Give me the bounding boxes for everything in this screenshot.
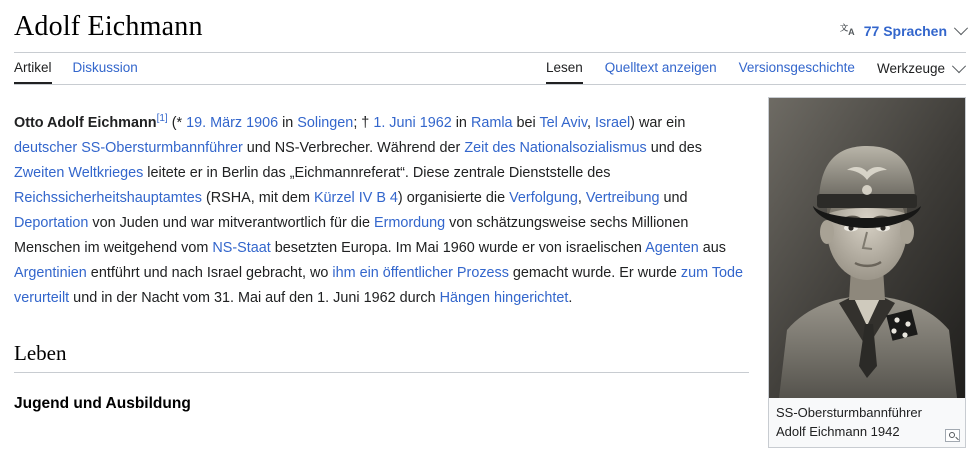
link-death-date[interactable]: 1. Juni 1962 bbox=[373, 115, 452, 132]
lead-text: ) organisierte die bbox=[397, 190, 510, 207]
link-haengen-hingerichtet[interactable]: Hängen hingerichtet bbox=[439, 290, 569, 307]
tab-quelltext-anzeigen[interactable]: Quelltext anzeigen bbox=[604, 60, 717, 75]
link-zweiter-weltkrieg[interactable]: Zweiten Weltkrieges bbox=[14, 165, 144, 182]
link-ss-rank[interactable]: deutscher SS-Obersturmbannführer bbox=[14, 140, 243, 157]
subsection-heading-jugend-und-ausbildung: Jugend und Ausbildung bbox=[14, 395, 191, 413]
magnify-icon[interactable] bbox=[945, 429, 960, 442]
tab-diskussion[interactable]: Diskussion bbox=[72, 60, 138, 75]
page-header bbox=[14, 0, 966, 44]
language-icon bbox=[840, 22, 858, 40]
language-selector-button[interactable] bbox=[840, 22, 966, 40]
link-birth-date[interactable]: 19. März 1906 bbox=[186, 115, 279, 132]
lead-text: gemacht wurde. Er wurde bbox=[508, 265, 681, 282]
svg-text:文: 文 bbox=[839, 23, 848, 33]
link-birth-place[interactable]: Solingen bbox=[297, 115, 354, 132]
tab-group-views bbox=[546, 53, 966, 84]
infobox-caption-line-1: SS-Obersturmbannführer bbox=[776, 405, 922, 420]
section-heading-leben: Leben bbox=[14, 341, 749, 373]
lead-text: und in der Nacht vom 31. Mai auf den 1. Juni 1962 durch bbox=[69, 290, 440, 307]
lead-text: besetzten Europa. Im Mai 1960 wurde er von israelischen bbox=[270, 240, 646, 257]
article-content bbox=[14, 85, 966, 439]
infobox-caption-line-2: Adolf Eichmann 1942 bbox=[776, 424, 900, 439]
lead-text: aus bbox=[698, 240, 726, 257]
tools-menu-label: Werkzeuge bbox=[876, 60, 945, 76]
tab-artikel[interactable]: Artikel bbox=[14, 53, 52, 84]
link-israel[interactable]: Israel bbox=[594, 115, 631, 132]
link-ermordung[interactable]: Ermordung bbox=[373, 215, 446, 232]
lead-text: und bbox=[659, 190, 688, 207]
lead-text: entführt und nach Israel gebracht, wo bbox=[86, 265, 333, 282]
link-zeit-des-nationalsozialismus[interactable]: Zeit des Nationalsozialismus bbox=[464, 140, 647, 157]
link-death-place[interactable]: Ramla bbox=[470, 115, 513, 132]
link-kuerzel-iv-b-4[interactable]: Kürzel IV B 4 bbox=[313, 190, 398, 207]
lead-bold-name: Otto Adolf Eichmann bbox=[14, 115, 157, 132]
link-verfolgung[interactable]: Verfolgung bbox=[509, 190, 578, 207]
infobox-thumbnail bbox=[768, 97, 966, 448]
tab-lesen[interactable]: Lesen bbox=[546, 53, 583, 84]
link-argentinien[interactable]: Argentinien bbox=[14, 265, 87, 282]
reference-marker[interactable]: [1] bbox=[156, 113, 168, 125]
link-agenten[interactable]: Agenten bbox=[645, 240, 699, 257]
chevron-down-icon bbox=[954, 21, 968, 35]
tools-menu-button[interactable] bbox=[877, 53, 964, 84]
svg-text:A: A bbox=[847, 26, 855, 37]
portrait-photo-adolf-eichmann[interactable] bbox=[769, 98, 965, 398]
infobox-caption bbox=[769, 398, 965, 447]
lead-text: von schätzungsweise sechs Millionen Menschen im weitgehend vom bbox=[14, 215, 689, 257]
link-tel-aviv[interactable]: Tel Aviv bbox=[539, 115, 587, 132]
language-count-label: 77 Sprachen bbox=[863, 23, 947, 39]
link-deportation[interactable]: Deportation bbox=[14, 215, 89, 232]
lead-text: . bbox=[568, 290, 573, 307]
lead-text: in bbox=[451, 115, 471, 132]
lead-text: , bbox=[577, 190, 586, 207]
lead-text: von Juden und war mitverantwortlich für die bbox=[88, 215, 374, 232]
lead-text: (* bbox=[167, 115, 187, 132]
tab-group-namespaces bbox=[14, 53, 138, 84]
lead-text: ; † bbox=[353, 115, 374, 132]
lead-text: und des bbox=[646, 140, 702, 157]
lead-text: bei bbox=[512, 115, 540, 132]
tab-bar bbox=[14, 53, 966, 84]
link-oeffentlicher-prozess[interactable]: ihm ein öffentlicher Prozess bbox=[332, 265, 509, 282]
lead-text: leitete er in Berlin das „Eichmannreferat“. Diese zentrale Dienststelle des bbox=[143, 165, 611, 182]
page-title: Adolf Eichmann bbox=[14, 11, 203, 42]
lead-text: (RSHA, mit dem bbox=[201, 190, 314, 207]
lead-text: und NS-Verbrecher. Während der bbox=[242, 140, 465, 157]
link-rsha[interactable]: Reichssicherheitshauptamtes bbox=[14, 190, 202, 207]
lead-paragraph bbox=[14, 111, 749, 311]
link-zum-tode-verurteilt[interactable]: zum Tode verurteilt bbox=[14, 265, 744, 307]
tab-versionsgeschichte[interactable]: Versionsgeschichte bbox=[738, 60, 855, 75]
link-vertreibung[interactable]: Vertreibung bbox=[585, 190, 660, 207]
lead-text: in bbox=[278, 115, 298, 132]
chevron-down-icon bbox=[952, 59, 966, 73]
link-ns-staat[interactable]: NS-Staat bbox=[212, 240, 271, 257]
lead-text: ) war ein bbox=[630, 115, 686, 132]
lead-text: , bbox=[586, 115, 595, 132]
